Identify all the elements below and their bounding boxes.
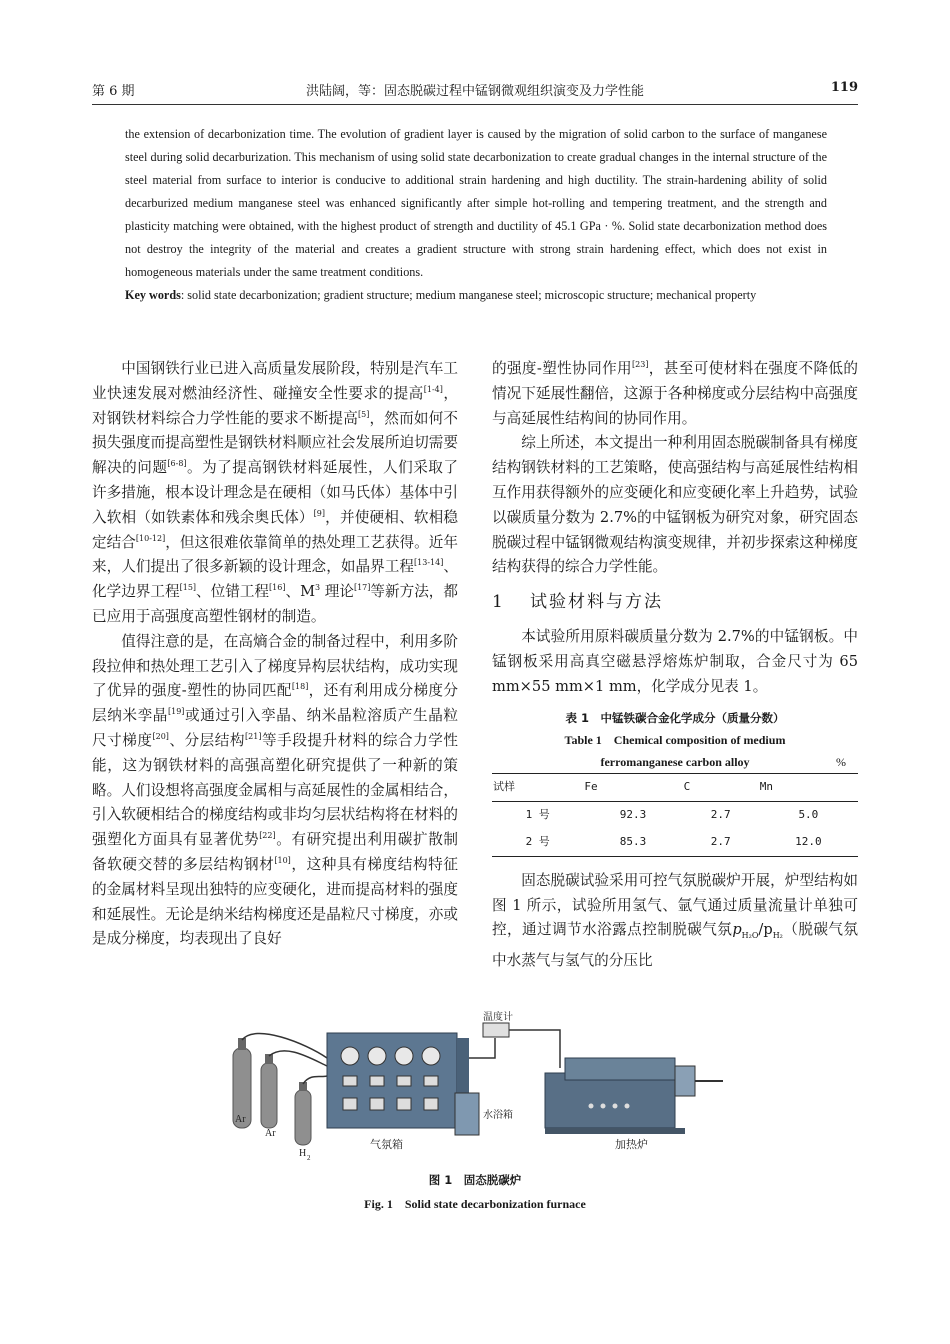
paragraph: 中国钢铁行业已进入高质量发展阶段，特别是汽车工业快速发展对燃油经济性、碰撞安全性要求的提高[1-4]，对钢铁材料综合力学性能的要求不断提高[5]，然而如何不损失强度而提高塑性是钢铁材料顺应社会发展所迫切需要解决的问题[6-8]。为了提高钢铁材料延展性，人们采取了许多措施，根本设计理念是在硬相（如马氏体）基体中引入软相（如铁素体和残余奥氏体）[9]，并使硬相、软相稳定结合[10-12]，但这很难依靠简单的热处理工艺获得。近年来，人们提出了很多新颖的设计理念，如晶界工程[13-14]、化学边界工程[15]、位错工程[16]、$M^3$ 理论[17]等新方法，都已应用于高强度高塑性钢材的制造。 xyxy=(92,360,458,625)
right-column xyxy=(492,357,858,974)
abstract-continuation xyxy=(125,123,827,307)
issue-number: 第 6 期 xyxy=(92,84,135,99)
label-h2: H xyxy=(299,1148,307,1159)
table-unit: % xyxy=(836,755,846,770)
label-furnace: 加热炉 xyxy=(615,1138,648,1151)
ar-cylinder-2 xyxy=(261,1063,277,1128)
header-rule xyxy=(92,104,858,105)
table-caption xyxy=(492,707,858,773)
display-3 xyxy=(397,1098,411,1110)
running-header xyxy=(92,80,858,102)
furnace-base xyxy=(545,1128,685,1134)
gauge-4 xyxy=(422,1047,440,1065)
figure-caption-zh: 图 1 固态脱碳炉 xyxy=(428,1173,522,1187)
paragraph: 的强度-塑性协同作用[23]，甚至可使材料在强度不降低的情况下延展性翻倍，这源于各种梯度或分层结构中高强度与高延展性结构间的协同作用。 xyxy=(492,360,858,427)
table-header: C xyxy=(683,774,759,802)
furnace-button-3 xyxy=(613,1104,618,1109)
table-header: Mn xyxy=(759,774,858,802)
table-caption-zh: 表 1 中锰铁碳合金化学成分（质量分数） xyxy=(565,711,785,726)
display-1 xyxy=(343,1098,357,1110)
meter-3 xyxy=(397,1076,411,1086)
furnace-tube-end xyxy=(675,1066,695,1096)
label-water-bath: 水浴箱 xyxy=(483,1110,513,1121)
display-4 xyxy=(424,1098,438,1110)
furnace-button-1 xyxy=(589,1104,594,1109)
label-ar-2: Ar xyxy=(265,1128,276,1139)
table-row: 2 号 85.3 2.7 12.0 xyxy=(492,829,858,856)
label-ar-1: Ar xyxy=(235,1114,246,1125)
furnace-button-4 xyxy=(625,1104,630,1109)
h2-cylinder xyxy=(295,1090,311,1145)
section-title: 试验材料与方法 xyxy=(530,592,663,613)
label-thermometer: 温度计 xyxy=(483,1012,513,1023)
meter-1 xyxy=(343,1076,357,1086)
paragraph: 综上所述，本文提出一种利用固态脱碳制备具有梯度结构钢铁材料的工艺策略，使高强结构与高延展性结构相互作用获得额外的应变硬化和应变硬化率上升趋势，试验以碳质量分数为 2.7%的中锰钢板为研究对象，研究固态脱碳过程中锰钢微观结构演变规律，并初步探索这种梯度结构获得的综合力学性能。 xyxy=(492,434,858,576)
label-gas-box: 气氛箱 xyxy=(370,1138,403,1151)
section-heading xyxy=(492,590,858,615)
furnace-diagram xyxy=(215,1012,735,1168)
abstract-text: the extension of decarbonization time. The evolution of gradient layer is caused by the migration of solid carbon to the surface of manganese steel during solid decarburization. This mechanism of using solid state decarbonization to create gradual changes in the internal structure of the steel material from surface to interior is conducive to additional strain hardening and high ductility. The strain-hardening ability of solid decarburized medium manganese steel was enhanced significantly after simple hot-rolling and tempering treatment, and the strength and plasticity matching were obtained, with the highest product of strength and ductility of 45.1 GPa · %. Solid state decarbonization method does not destroy the integrity of the material and creates a gradient structure with strong strain hardening effect, which does not exist in homogeneous materials under the same treatment conditions. xyxy=(125,127,827,279)
meter-4 xyxy=(424,1076,438,1086)
furnace-top xyxy=(565,1058,675,1080)
page-number: 119 xyxy=(830,80,858,95)
keywords: Key words: solid state decarbonization; gradient structure; medium manganese steel; microscopic structure; mechanical property xyxy=(125,288,757,302)
paragraph: 本试验所用原料碳质量分数为 2.7%的中锰钢板。中锰钢板采用高真空磁悬浮熔炼炉制取，合金尺寸为 65 mm×55 mm×1 mm，化学成分见表 1。 xyxy=(492,627,858,695)
gauge-3 xyxy=(395,1047,413,1065)
label-h2-sub: 2 xyxy=(307,1154,311,1162)
table-row: 1 号 92.3 2.7 5.0 xyxy=(525,808,819,822)
pipe-to-furnace xyxy=(509,1030,560,1068)
furnace-body xyxy=(545,1073,675,1128)
meter-2 xyxy=(370,1076,384,1086)
composition-table xyxy=(492,773,858,856)
running-title: 洪陆阔，等：固态脱碳过程中锰钢微观组织演变及力学性能 xyxy=(305,84,644,99)
keywords-text: solid state decarbonization; gradient structure; medium manganese steel; microscopic structure; mechanical property xyxy=(187,288,757,302)
table-header: Fe xyxy=(583,774,682,802)
thermometer xyxy=(483,1023,509,1037)
paragraph: 固态脱碳试验采用可控气氛脱碳炉开展，炉型结构如图 1 所示，试验所用氢气、氩气通过质量流量计单独可控，通过调节水浴露点控制脱碳气氛$p_{H_2O}/p_{H_2}$（脱碳气氛中水蒸气与氢气的分压比 xyxy=(492,871,858,970)
table-header: 试样 xyxy=(492,774,583,802)
figure-caption xyxy=(0,1168,950,1216)
figure-caption-en: Fig. 1 Solid state decarbonization furnace xyxy=(364,1197,586,1211)
left-column xyxy=(92,357,458,952)
pipe-to-thermo xyxy=(469,1038,495,1058)
water-bath xyxy=(455,1093,479,1135)
gauge-1 xyxy=(341,1047,359,1065)
gauge-2 xyxy=(368,1047,386,1065)
section-number: 1 xyxy=(492,592,505,613)
keywords-label: Key words xyxy=(125,288,181,302)
furnace-button-2 xyxy=(601,1104,606,1109)
table-caption-en: Table 1 Chemical composition of medium xyxy=(564,733,786,748)
hose-1 xyxy=(242,1033,327,1058)
paragraph: 值得注意的是，在高熵合金的制备过程中，利用多阶段拉伸和热处理工艺引入了梯度异构层状结构，成功实现了优异的强度-塑性的协同匹配[18]，还有利用成分梯度分层纳米孪晶[19]或通过引入孪晶、纳米晶粒溶质产生晶粒尺寸梯度[20]、分层结构[21]等手段提升材料的综合力学性能，这为钢铁材料的高强高塑化研究提供了一种新的策略。人们设想将高强度金属相与高延展性的金属相结合，引入软硬相结合的梯度结构或非均匀层状结构将在材料的强塑化方面具有显著优势[22]。有研究提出利用碳扩散制备软硬交替的多层结构钢材[10]，这种具有梯度结构特征的金属材料呈现出独特的应变硬化，进而提高材料的强度和延展性。无论是纳米结构梯度还是晶粒尺寸梯度，亦或是成分梯度，均表现出了良好 xyxy=(92,632,458,948)
display-2 xyxy=(370,1098,384,1110)
table-caption-en-2: ferromanganese carbon alloy % xyxy=(492,751,858,773)
